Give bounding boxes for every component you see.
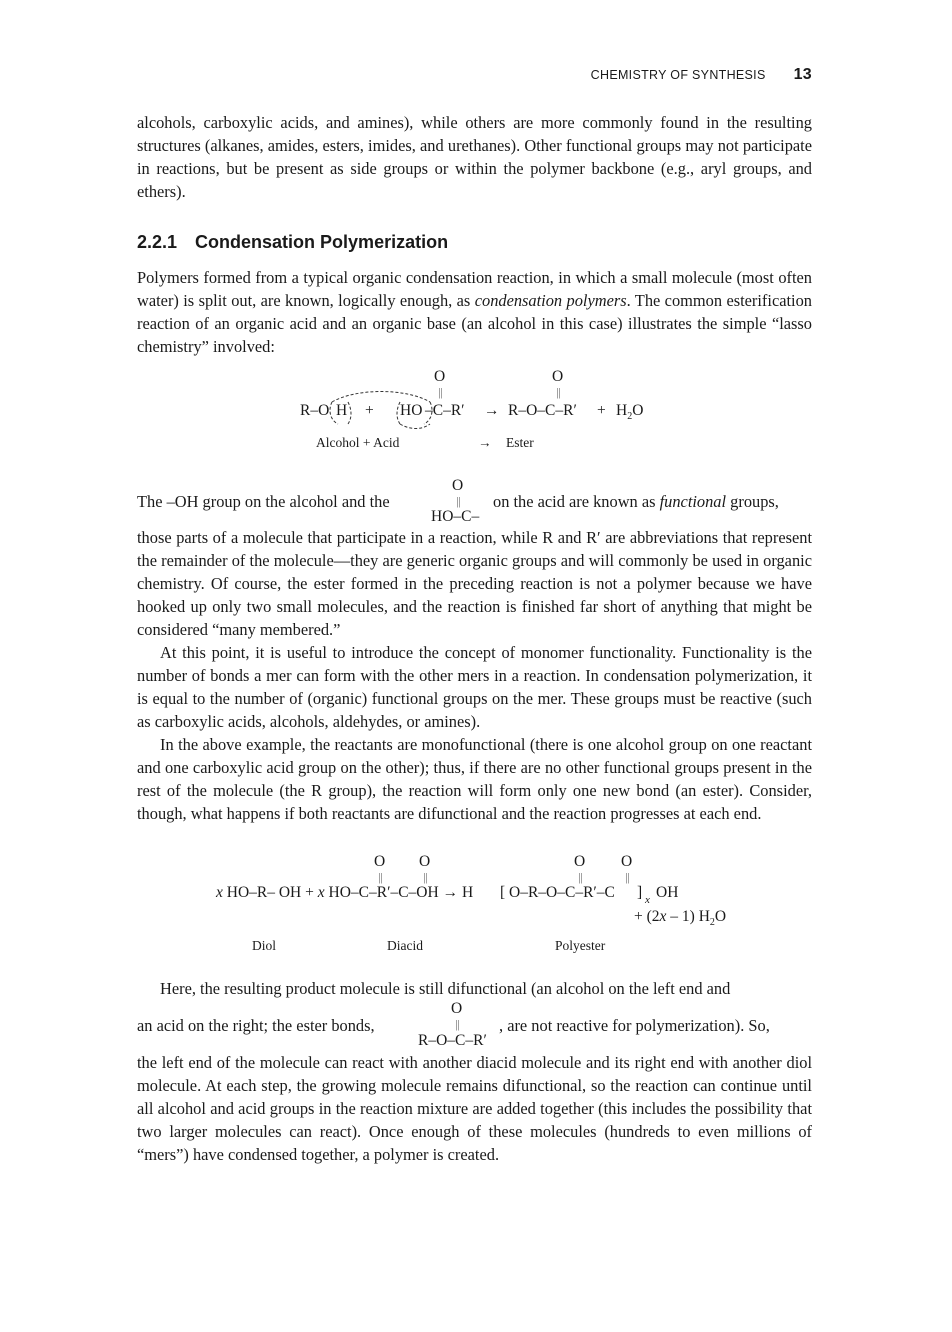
lasso-loop-icon bbox=[326, 390, 436, 436]
inline1-text-after-b: groups, bbox=[726, 492, 779, 511]
section-number: 2.2.1 bbox=[137, 232, 178, 252]
eq1-label-reactants: Alcohol + Acid bbox=[316, 435, 400, 450]
eq2-oxygen-4: O bbox=[621, 853, 633, 870]
eq1-plus-2: + bbox=[597, 402, 606, 419]
eq2-diol: HO–R– OH + bbox=[222, 884, 314, 901]
eq1-label-arrow: → bbox=[478, 435, 492, 450]
section-title: Condensation Polymerization bbox=[195, 232, 449, 252]
inline2-oxygen: O bbox=[451, 1000, 463, 1017]
section-heading bbox=[137, 232, 448, 253]
eq2-byproduct-x: x bbox=[659, 908, 667, 925]
eq2-label-diacid: Diacid bbox=[387, 938, 423, 953]
eq2-oxygen-2: O bbox=[419, 853, 431, 870]
running-head bbox=[591, 66, 812, 84]
eq2-byproduct-pre: + (2 bbox=[634, 908, 660, 925]
eq2-label-polyester: Polyester bbox=[555, 938, 606, 953]
eq2-oxygen-3: O bbox=[574, 853, 586, 870]
eq2-x-1: x bbox=[216, 884, 223, 901]
inline2-text-before: an acid on the right; the ester bonds, bbox=[137, 1016, 375, 1035]
eq2-x-2: x bbox=[317, 884, 325, 901]
eq1-c-r: –C–R′ bbox=[425, 402, 465, 419]
eq1-ho: HO bbox=[400, 402, 423, 419]
eq1-water bbox=[616, 402, 643, 422]
inline1-text-before: The –OH group on the alcohol and the bbox=[137, 492, 390, 511]
eq2-double-bond-3: || bbox=[578, 870, 583, 884]
eq1-plus-1: + bbox=[365, 402, 374, 419]
eq2-oxygen-1: O bbox=[374, 853, 386, 870]
paragraph-5: In the above example, the reactants are monofunctional (there is one alcohol group on one reactant and one carboxylic acid group on the other); thus, if there are no other functional groups present in the rest of the molecule (the R group), the reaction will form only one new bond (an ester). Consider, though, what happens if both reactants are difunctional and the reaction progresses at each end. bbox=[137, 735, 812, 823]
eq1-hydrogen: H bbox=[336, 402, 348, 419]
inline1-text-after bbox=[493, 492, 779, 512]
term-condensation-polymers: condensation polymers bbox=[474, 291, 627, 310]
eq2-double-bond-1: || bbox=[378, 870, 383, 884]
eq2-end-group: OH bbox=[656, 884, 679, 901]
eq2-subscript-x: x bbox=[645, 894, 650, 906]
eq2-bracket-left: [ bbox=[500, 884, 506, 901]
eq1-ester: R–O–C–R′ bbox=[508, 402, 577, 419]
inline1-text-after-a: on the acid are known as bbox=[493, 492, 660, 511]
inline2-text-after: , are not reactive for polymerization). So, bbox=[499, 1016, 770, 1035]
eq2-byproduct-o: O bbox=[714, 908, 727, 925]
running-title: CHEMISTRY OF SYNTHESIS bbox=[590, 68, 766, 82]
paragraph-2-text-a: Polymers formed from a typical organic condensation reaction, in which a small molecule (most often water) is split out, are known, logically enough, as bbox=[137, 268, 812, 310]
eq1-oxygen-2: O bbox=[552, 368, 564, 385]
paragraph-6: Here, the resulting product molecule is still difunctional (an alcohol on the left end and bbox=[160, 979, 731, 998]
eq2-bracket-right: ] bbox=[637, 884, 643, 901]
paragraph-3: those parts of a molecule that participate in a reaction, while R and R′ are abbreviations that represent the remainder of the molecule—they are generic organic groups and will commonly be used in organic chemistry. Of course, the ester formed in the preceding reaction is not a polymer because we have hooked up only two small molecules, and the reaction is finished far short of anything that might be considered “many membered.” bbox=[137, 528, 812, 639]
eq1-arrow: → bbox=[484, 402, 500, 419]
eq1-double-bond-2: || bbox=[556, 385, 561, 399]
paragraph-4: At this point, it is useful to introduce the concept of monomer functionality. Functionality is the number of bonds a mer can form with the other mers in a reaction. In condensation polymerization, it is equal to the number of (organic) functional groups on the mer. These groups must be reactive (such as carboxylic acids, alcohols, aldehydes, or amines). bbox=[137, 643, 812, 731]
page-number: 13 bbox=[793, 66, 812, 83]
eq2-label-diol: Diol bbox=[252, 938, 277, 953]
inline2-double-bond: || bbox=[455, 1017, 460, 1031]
inline1-formula: HO–C– bbox=[431, 508, 480, 525]
eq2-repeat-unit: O–R–O–C–R′–C bbox=[509, 884, 615, 901]
eq1-label-ester: Ester bbox=[506, 435, 534, 450]
eq1-water-o: O bbox=[632, 402, 644, 419]
inline2-formula: R–O–C–R′ bbox=[418, 1032, 487, 1049]
paragraph-2 bbox=[137, 266, 812, 358]
eq1-oxygen-1: O bbox=[434, 368, 446, 385]
term-functional: functional bbox=[659, 492, 727, 511]
inline1-oxygen: O bbox=[452, 477, 464, 494]
paragraph-2-text-b: . The common esterification reaction of an organic acid and an organic base (an alcohol in this case) illustrates the simple “lasso chemistry” involved: bbox=[137, 291, 812, 356]
inline1-double-bond: || bbox=[456, 494, 461, 508]
paragraph-7: the left end of the molecule can react with another diacid molecule and its right end with another diol molecule. At each step, the growing molecule remains difunctional, so the reaction can continue until all alcohol and acid groups in the reaction mixture are added together (this includes the possibility that two larger molecules can react). Once enough of these molecules (hundreds to even millions of “mers”) have condensed together, a polymer is created. bbox=[137, 1053, 812, 1164]
eq1-r-o: R–O bbox=[300, 402, 330, 419]
eq2-byproduct-sub: 2 bbox=[709, 917, 715, 929]
eq2-byproduct bbox=[634, 908, 726, 928]
eq1-double-bond-1: || bbox=[438, 385, 443, 399]
eq2-diacid: HO–C–R′–C–OH → H bbox=[324, 884, 474, 901]
paragraph-1: alcohols, carboxylic acids, and amines), while others are more commonly found in the resulting structures (alkanes, amides, esters, imides, and urethanes). Other functional groups may not participate in reactions, but be present as side groups or within the polymer backbone (e.g., aryl groups, and ethers). bbox=[137, 113, 812, 201]
eq1-water-sub: 2 bbox=[627, 411, 633, 423]
eq2-reactants bbox=[216, 884, 473, 902]
eq2-double-bond-2: || bbox=[423, 870, 428, 884]
eq2-byproduct-post: – 1) H bbox=[666, 908, 710, 925]
eq1-water-h: H bbox=[616, 402, 628, 419]
eq2-double-bond-4: || bbox=[625, 870, 630, 884]
